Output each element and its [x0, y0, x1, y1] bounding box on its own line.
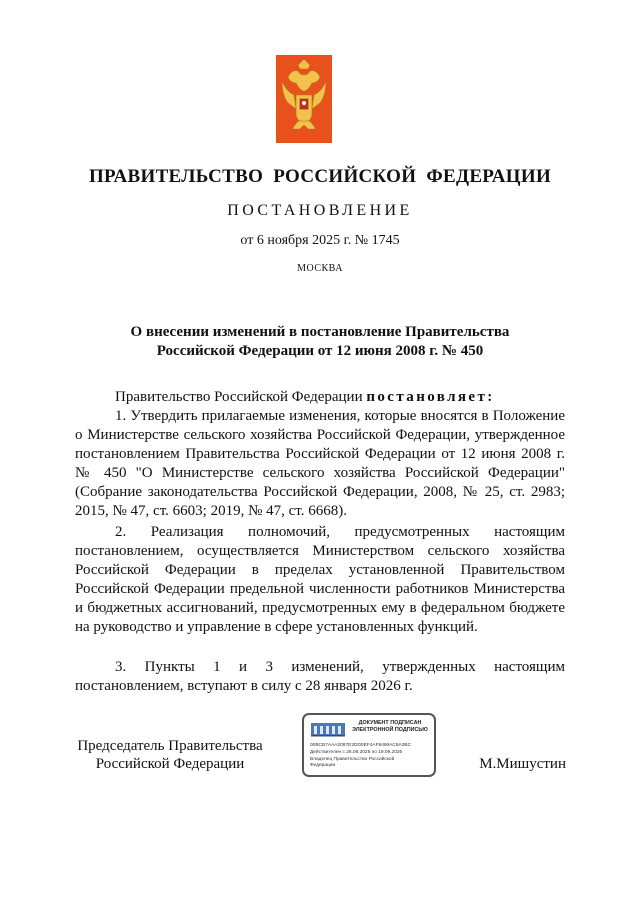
stamp-owner-line-2: Федерации: [310, 763, 336, 768]
paragraph-3: 3. Пункты 1 и 3 изменений, утвержденных настоящим постановлением, вступают в силу с 28 января 2026 г.: [75, 659, 565, 694]
decree-lead: [75, 388, 565, 407]
signatory-position: [75, 737, 265, 773]
coat-of-arms-icon: [276, 55, 332, 143]
stamp-owner-line-1: Владелец Правительство Российской: [310, 757, 395, 762]
stamp-heading: [348, 720, 432, 733]
stamp-heading-line-2: ЭЛЕКТРОННОЙ ПОДПИСЬЮ: [352, 726, 428, 733]
document-city: МОСКВА: [297, 263, 343, 274]
title-line-2: Российской Федерации от 12 июня 2008 г. № 450: [156, 343, 484, 359]
signatory-position-line-1: Председатель Правительства: [77, 738, 263, 754]
decree-word: постановляет:: [366, 389, 495, 405]
title-line-1: О внесении изменений в постановление Правительства: [130, 324, 510, 340]
stamp-certificate: 00BCB7AAA2097E2DD0EF4AF8469AC8A3BC: [310, 743, 412, 748]
stamp-heading-line-1: ДОКУМЕНТ ПОДПИСАН: [358, 720, 422, 726]
stamp-validity: Действителен с 26.06.2025 по 19.09.2026: [310, 750, 403, 755]
paragraph-2: 2. Реализация полномочий, предусмотренных настоящим постановлением, осуществляется Министерством сельского хозяйства Российской Федерации в пределах установленной Правительством Российской Федерации предельной численности работников Министерства и бюджетных ассигнований, предусмотренных ему в федеральном бюджете на руководство и управление в сфере установленных функций.: [75, 524, 565, 635]
coat-of-arms-emblem: [276, 55, 332, 143]
document-date-number: от 6 ноября 2025 г. № 1745: [240, 233, 400, 248]
document-type: ПОСТАНОВЛЕНИЕ: [227, 202, 413, 219]
government-building-icon: [310, 721, 346, 737]
signatory-name: М.Мишустин: [479, 756, 566, 772]
organization-name: ПРАВИТЕЛЬСТВО РОССИЙСКОЙ ФЕДЕРАЦИИ: [88, 166, 552, 187]
electronic-signature-stamp: [302, 713, 436, 777]
document-title: [0, 323, 640, 361]
signatory-position-line-2: Российской Федерации: [95, 756, 245, 772]
decree-lead-text: Правительство Российской Федерации: [115, 389, 367, 405]
paragraph-1: 1. Утвердить прилагаемые изменения, которые вносятся в Положение о Министерстве сельского хозяйства Российской Федерации, утвержденное постановлением Правительства Российской Федерации от 12 июня 2008 г. № 450 "О Министерстве сельского хозяйства Российской Федерации" (Собрание законодательства Российской Федерации, 2008, № 25, ст. 2983; 2015, № 47, ст. 6603; 2019, № 47, ст. 6668).: [75, 408, 565, 519]
